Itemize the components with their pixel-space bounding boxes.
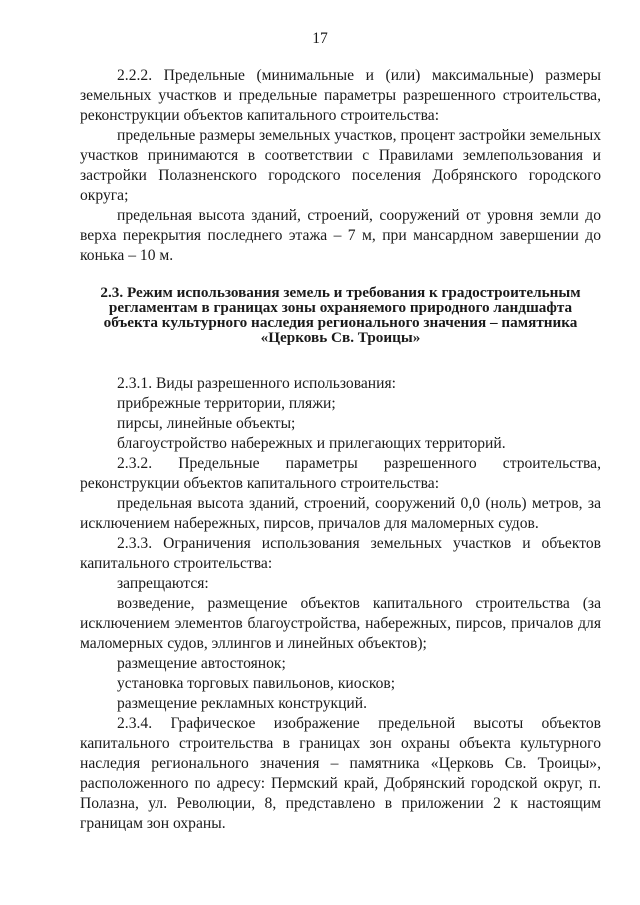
- prohibited-item: размещение рекламных конструкций.: [117, 695, 368, 712]
- page-number: 17: [312, 30, 328, 47]
- paragraph-plot-sizes: предельные размеры земельных участков, процент застройки земельных участков принимаются в соответствии с Правилами землепользования и застройки Полазненского городского поселения Добрянского городского округа;: [80, 127, 601, 204]
- list-item-use: благоустройство набережных и прилегающих территорий.: [117, 435, 506, 452]
- prohibited-label: запрещаются:: [117, 575, 209, 592]
- paragraph-2-2-2: 2.2.2. Предельные (минимальные и (или) максимальные) размеры земельных участков и предельные параметры разрешенного строительства, реконструкции объектов капитального строительства:: [80, 67, 601, 124]
- prohibited-item: установка торговых павильонов, киосков;: [117, 675, 396, 692]
- section-heading-2-3: 2.3. Режим использования земель и требования к градостроительным регламентам в границах зоны охраняемого природного ландшафта объекта культурного наследия регионального значения – памятника «Церковь Св. Троицы»: [100, 284, 581, 346]
- list-item-use: пирсы, линейные объекты;: [117, 415, 296, 432]
- paragraph-2-3-2: 2.3.2. Предельные параметры разрешенного строительства, реконструкции объектов капитального строительства:: [80, 455, 601, 492]
- prohibited-item: возведение, размещение объектов капитального строительства (за исключением элементов благоустройства, набережных, пирсов, причалов для маломерных судов, эллингов и линейных объектов);: [80, 595, 601, 652]
- paragraph-2-3-3: 2.3.3. Ограничения использования земельных участков и объектов капитального строительства:: [80, 535, 601, 572]
- paragraph-zero-height: предельная высота зданий, строений, сооружений 0,0 (ноль) метров, за исключением набережных, пирсов, причалов для маломерных судов.: [80, 495, 601, 532]
- prohibited-item: размещение автостоянок;: [117, 655, 286, 672]
- document-body: [80, 66, 601, 834]
- paragraph-2-3-1: 2.3.1. Виды разрешенного использования:: [117, 375, 396, 392]
- paragraph-2-3-4: 2.3.4. Графическое изображение предельной высоты объектов капитального строительства в границах зон охраны объекта культурного наследия регионального значения – памятника «Церковь Св. Троицы», расположенного по адресу: Пермский край, Добрянский городской округ, п. Полазна, ул. Революции, 8, представлено в приложении 2 к настоящим границам зон охраны.: [80, 715, 601, 832]
- paragraph-max-height: предельная высота зданий, строений, сооружений от уровня земли до верха перекрытия последнего этажа – 7 м, при мансардном завершении до конька – 10 м.: [80, 207, 601, 264]
- list-item-use: прибрежные территории, пляжи;: [117, 395, 336, 412]
